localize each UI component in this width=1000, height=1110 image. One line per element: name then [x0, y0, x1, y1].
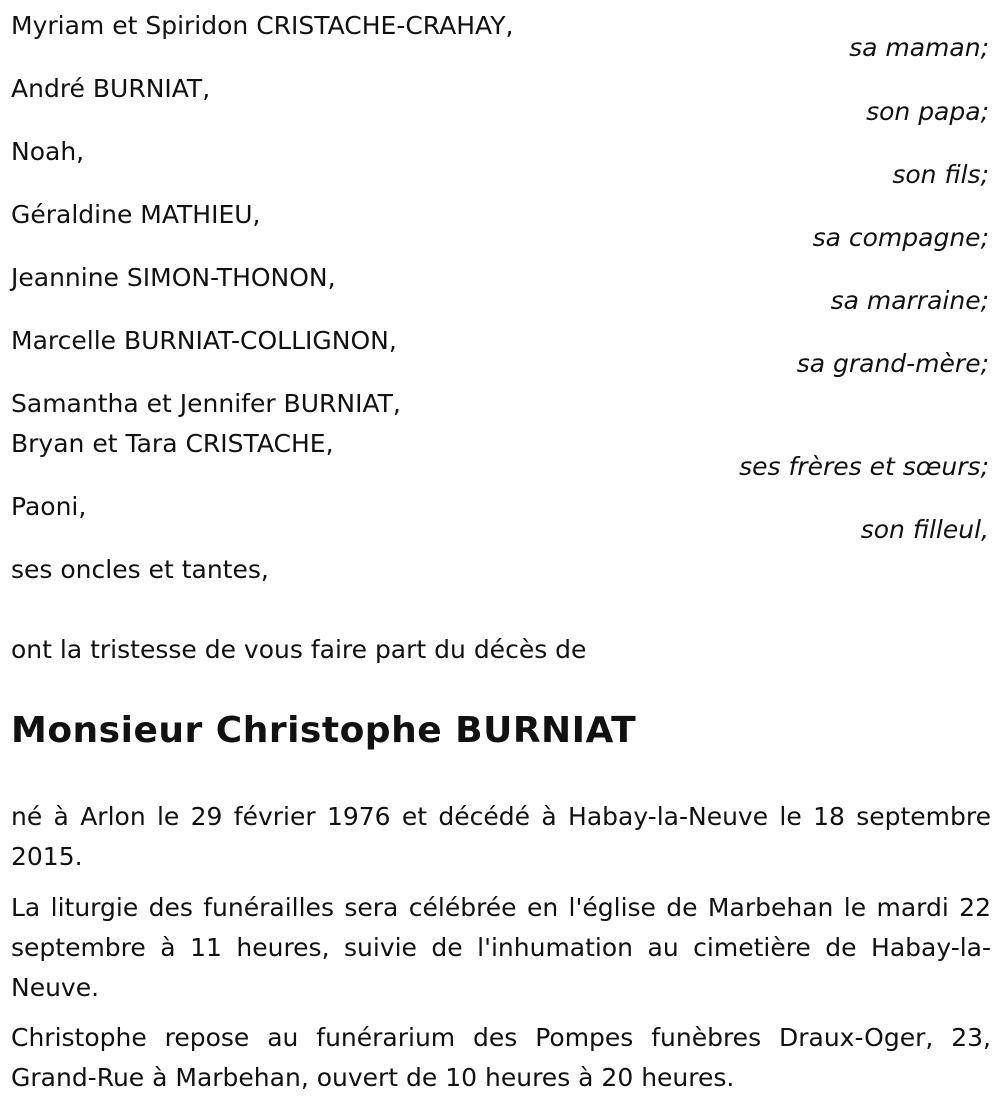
- family-relation: son fils;: [892, 160, 989, 189]
- family-relation: sa grand-mère;: [796, 349, 989, 378]
- birth-death-paragraph: né à Arlon le 29 février 1976 et décédé à Habay-la-Neuve le 18 septembre 2015.: [11, 802, 991, 871]
- family-name: Paoni,: [11, 492, 87, 521]
- family-name: ses oncles et tantes,: [11, 555, 269, 584]
- family-relation: sa maman;: [849, 33, 989, 62]
- family-name: André BURNIAT,: [11, 74, 211, 103]
- family-relation: son papa;: [866, 97, 989, 126]
- funeral-paragraph: La liturgie des funérailles sera célébrée en l'église de Marbehan le mardi 22 septembre à 11 heures, suivie de l'inhumation au cimetière de Habay-la-Neuve.: [11, 893, 991, 1002]
- family-name: Bryan et Tara CRISTACHE,: [11, 429, 334, 458]
- family-name: Noah,: [11, 137, 85, 166]
- family-relation: ses frères et sœurs;: [739, 452, 989, 481]
- announcement-intro: ont la tristesse de vous faire part du décès de: [11, 635, 587, 664]
- deceased-name: Monsieur Christophe BURNIAT: [11, 710, 637, 751]
- funerarium-paragraph: Christophe repose au funérarium des Pompes funèbres Draux-Oger, 23, Grand-Rue à Marbehan, ouvert de 10 heures à 20 heures.: [11, 1023, 991, 1092]
- family-relation: son filleul,: [860, 515, 989, 544]
- family-relation: sa compagne;: [812, 223, 989, 252]
- family-name: Jeannine SIMON-THONON,: [11, 263, 336, 292]
- family-name: Myriam et Spiridon CRISTACHE-CRAHAY,: [11, 11, 514, 40]
- family-name: Marcelle BURNIAT-COLLIGNON,: [11, 326, 397, 355]
- family-relation: sa marraine;: [830, 286, 989, 315]
- family-name: Géraldine MATHIEU,: [11, 200, 261, 229]
- family-name: Samantha et Jennifer BURNIAT,: [11, 389, 401, 418]
